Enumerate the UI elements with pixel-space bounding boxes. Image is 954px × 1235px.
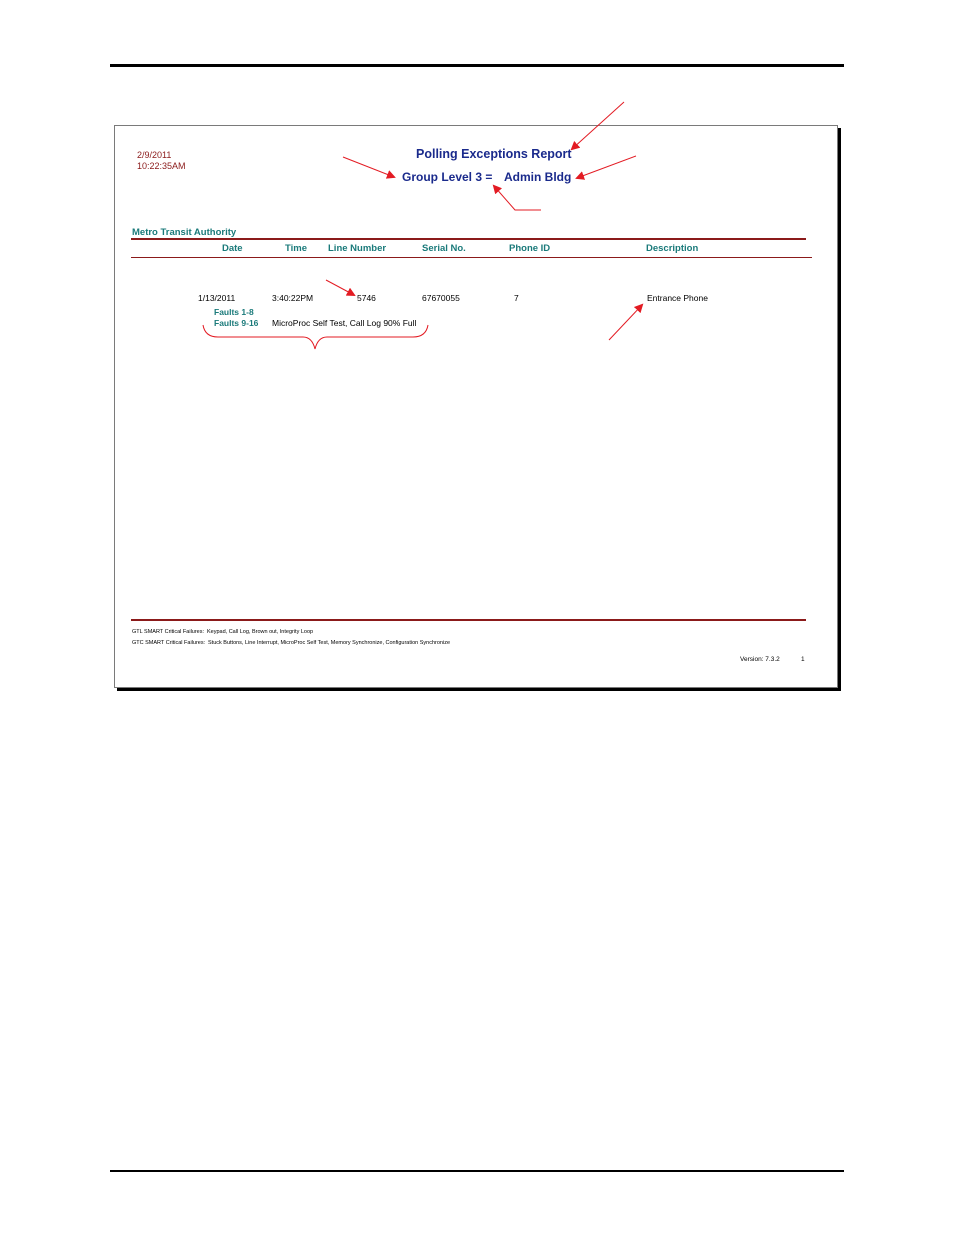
row-line-number: 5746: [357, 293, 376, 303]
col-time: Time: [285, 243, 308, 254]
col-description: Description: [646, 243, 699, 254]
col-phone-id: Phone ID: [509, 243, 551, 254]
company-name: Metro Transit Authority: [132, 227, 237, 238]
col-date: Date: [222, 243, 243, 254]
row-time: 3:40:22PM: [272, 293, 314, 303]
report-date: 2/9/2011: [137, 150, 172, 160]
row-description: Entrance Phone: [647, 293, 708, 303]
column-divider: [131, 257, 812, 258]
col-serial-no: Serial No.: [422, 243, 466, 254]
gtl-failures-label: GTL SMART Critical Failures:: [132, 629, 205, 635]
faults-9-16-value: MicroProc Self Test, Call Log 90% Full: [272, 318, 417, 328]
col-line-number: Line Number: [328, 243, 387, 254]
header-divider: [131, 238, 806, 240]
report-time: 10:22:35AM: [137, 161, 186, 171]
page-number: 1: [801, 656, 805, 663]
report-title: Polling Exceptions Report: [416, 147, 572, 161]
row-serial-no: 67670055: [422, 293, 460, 303]
report-preview: [114, 125, 838, 688]
row-date: 1/13/2011: [198, 293, 236, 303]
gtc-failures-label: GTC SMART Critical Failures:: [132, 640, 206, 646]
page-top-rule: [110, 64, 844, 67]
gtc-failures-value: Stuck Buttons, Line Interrupt, MicroProc Self Test, Memory Synchronize, Configuration Synchronize: [208, 640, 451, 646]
footer-divider: [131, 619, 806, 621]
page-bottom-rule: [110, 1170, 844, 1172]
version-label: Version: 7.3.2: [740, 656, 780, 663]
faults-1-8-label: Faults 1-8: [214, 307, 254, 317]
group-level-value: Admin Bldg: [504, 170, 572, 184]
row-phone-id: 7: [514, 293, 519, 303]
gtl-failures-value: Keypad, Call Log, Brown out, Integrity Loop: [207, 629, 314, 635]
faults-9-16-label: Faults 9-16: [214, 318, 259, 328]
group-level-label: Group Level 3 =: [402, 170, 493, 184]
